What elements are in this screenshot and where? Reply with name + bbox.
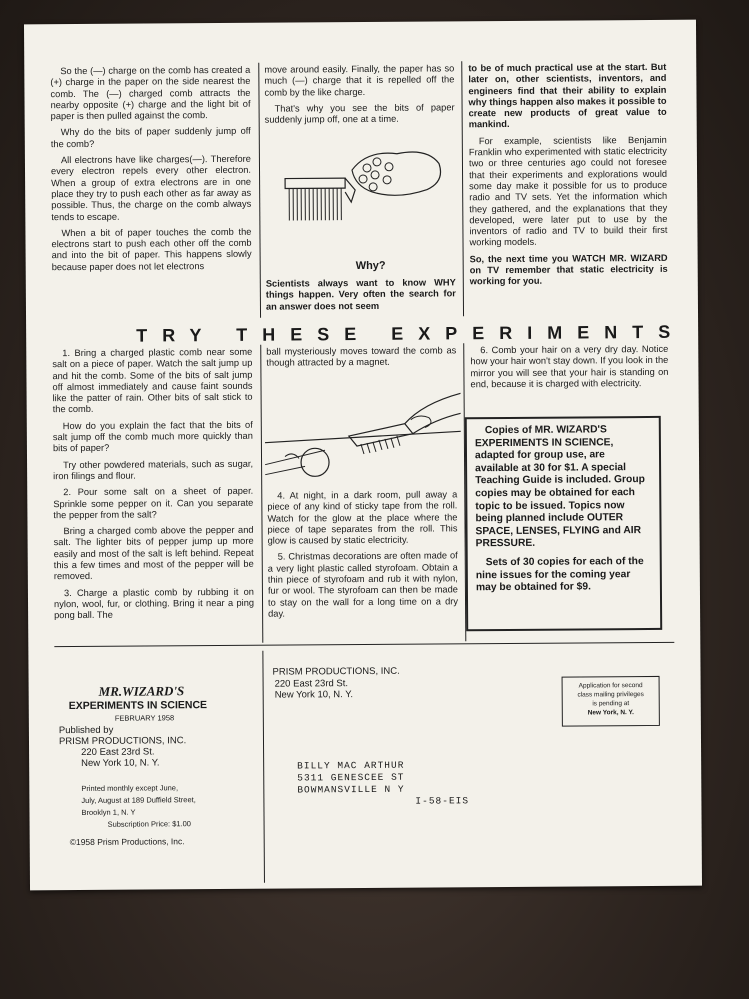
printing-info [81,782,259,831]
group-copies-notice [465,416,662,631]
publisher-name: PRISM PRODUCTIONS, INC. [58,735,187,748]
recipient-address [297,759,469,808]
comb-and-paper-illustration [277,141,448,232]
paragraph: move around easily. Finally, the paper has so much (—) charge that it is repelled off the comb by the like charge. [264,63,455,98]
return-street: 220 East 23rd St. [274,677,349,690]
permit-line: New York, N. Y. [587,709,634,717]
column-divider [260,345,263,643]
return-name: PRISM PRODUCTIONS, INC. [272,665,400,678]
paragraph: So the (—) charge on the comb has created a (+) charge in the paper on the side nearest the comb. The (—) charged comb attracts the nearby opposite (+) charge and the light bit of paper is then pulled against the comb. [50,64,251,122]
paragraph: 3. Charge a plastic comb by rubbing it on nylon, wool, fur, or clothing. Bring it near a ping pong ball. The [53,586,255,621]
recipient-code: I-58-EIS [415,795,470,807]
print-line: July, August at 189 Duffield Street, [81,795,196,805]
experiments-column-3 [470,344,668,396]
recipient-city: BOWMANSVILLE N Y [297,783,405,796]
newsletter-title: EXPERIMENTS IN SCIENCE [68,699,208,713]
recipient-street: 5311 GENESCEE ST [297,771,405,784]
paragraph: 4. At night, in a dark room, pull away a piece of any kind of sticky tape from the roll. Watch for the glow at the place where the piece of tape separates from the roll. This glow is caused by static electricity. [267,489,458,546]
mr-wizard-logo: MR.WIZARD'S [98,683,185,699]
column-divider [461,61,464,316]
top-column-1 [50,65,251,278]
return-address [272,666,399,701]
mailing-permit-box [562,676,660,727]
paragraph: 1. Bring a charged plastic comb near some salt on a piece of paper. Watch the salt jump up and hit the comb. Some of the bits of salt jump off almost immediately and cause faint sounds like the patter of rain. Other bits of salt stick to the comb. [52,346,253,415]
paragraph: That's why you see the bits of paper suddenly jump off, one at a time. [264,102,455,125]
permit-line: is pending at [592,700,630,708]
return-city: New York 10, N. Y. [274,689,354,701]
paragraph: Copies of MR. WIZARD'S EXPERIMENTS IN SCIENCE, adapted for group use, are available at 30 for $1. A special Teaching Guide is included. Group copies may be obtained for each topic to be issued. Topics now being planned include OUTER SPACE, LENSES, FLYING and AIR PRESSURE. [474,424,645,550]
publisher-city: New York 10, N. Y. [81,757,160,769]
column-divider [258,63,261,318]
recipient-name: BILLY MAC ARTHUR [297,759,405,772]
hand-comb-ball-illustration [265,383,462,484]
paragraph: All electrons have like charges(—). Therefore every electron repels every other electron. When a group of extra electrons are in one place they try to push each other as far away as possible. Thus, the charge on the comb always tends to escape. [50,153,252,222]
top-column-2 [264,63,454,131]
paragraph: 2. Pour some salt on a sheet of paper. Sprinkle some pepper on it. Can you separate the pepper from the salt? [53,486,254,521]
mailer-divider [262,651,265,883]
experiments-column-2 [267,489,458,625]
paragraph: Sets of 30 copies for each of the nine issues for the coming year may be obtained for $9. [475,555,644,594]
permit-line: class mailing privileges [577,691,644,699]
experiments-column-2-top: ball mysteriously moves toward the comb as though attracted by a magnet. [266,345,457,368]
masthead [59,683,260,847]
copyright: ©1958 Prism Productions, Inc. [69,836,185,848]
paragraph: For example, scientists like Benjamin Franklin who experimented with static electricity two or three centuries ago could not foresee that their experiments and explorations would some day make it possible for us to produce radio and TV sets. Yet the information which they gathered, and the explanations that they developed, were later put to use by the inventors of radio and TV to build their first working models. [468,134,668,248]
section-divider [54,642,674,648]
paragraph: So, the next time you WATCH MR. WIZARD on TV remember that static electricity is working for you. [469,252,668,287]
paragraph: How do you explain the fact that the bits of salt jump off the comb much more quickly than bits of paper? [52,419,253,454]
experiments-column-1 [52,347,254,627]
paragraph: 6. Comb your hair on a very dry day. Notice how your hair won't stay down. If you look in the mirror you will see that your hair is standing on end, because it is charged with electricity. [470,343,669,390]
print-line: Brooklyn 1, N. Y [81,807,136,817]
top-column-3 [468,62,668,293]
subscription-price: Subscription Price: $1.00 [107,819,191,829]
publisher-street: 220 East 23rd St. [81,746,155,758]
issue-date: FEBRUARY 1958 [114,713,175,723]
try-these-experiments-banner: TRY THESE EXPERIMENTS [136,321,686,346]
newsletter-page [24,20,702,891]
print-line: Printed monthly except June, [81,783,179,793]
scientists-paragraph: Scientists always want to know WHY things happen. Very often the search for an answer does not seem [265,277,456,312]
paragraph: to be of much practical use at the start. But later on, other scientists, inventors, and engineers find that their ability to explain why things happen also makes it possible to create new products of great value to mankind. [468,61,667,130]
published-by: Published by [58,724,114,737]
permit-line: Application for second [578,682,643,690]
paragraph: 5. Christmas decorations are often made of a very light plastic called styrofoam. Obtain a thin piece of styrofoam and rub it with nylon, fur or wool. The styrofoam can then be made to stay on the wall for a long time on a dry day. [267,550,459,619]
why-heading: Why? [355,259,386,273]
paragraph: When a bit of paper touches the comb the electrons start to push each other off the comb and into the bit of paper. This happens slowly because paper does not let electrons [51,226,252,272]
paragraph: Bring a charged comb above the pepper and salt. The lighter bits of pepper jump up more easily and most of the salt is left behind. Repeat this a few times and most of the pepper will be removed. [53,524,254,582]
paragraph: Why do the bits of paper suddenly jump off the comb? [50,126,251,149]
paragraph: Try other powdered materials, such as sugar, iron filings and flour. [53,458,254,482]
